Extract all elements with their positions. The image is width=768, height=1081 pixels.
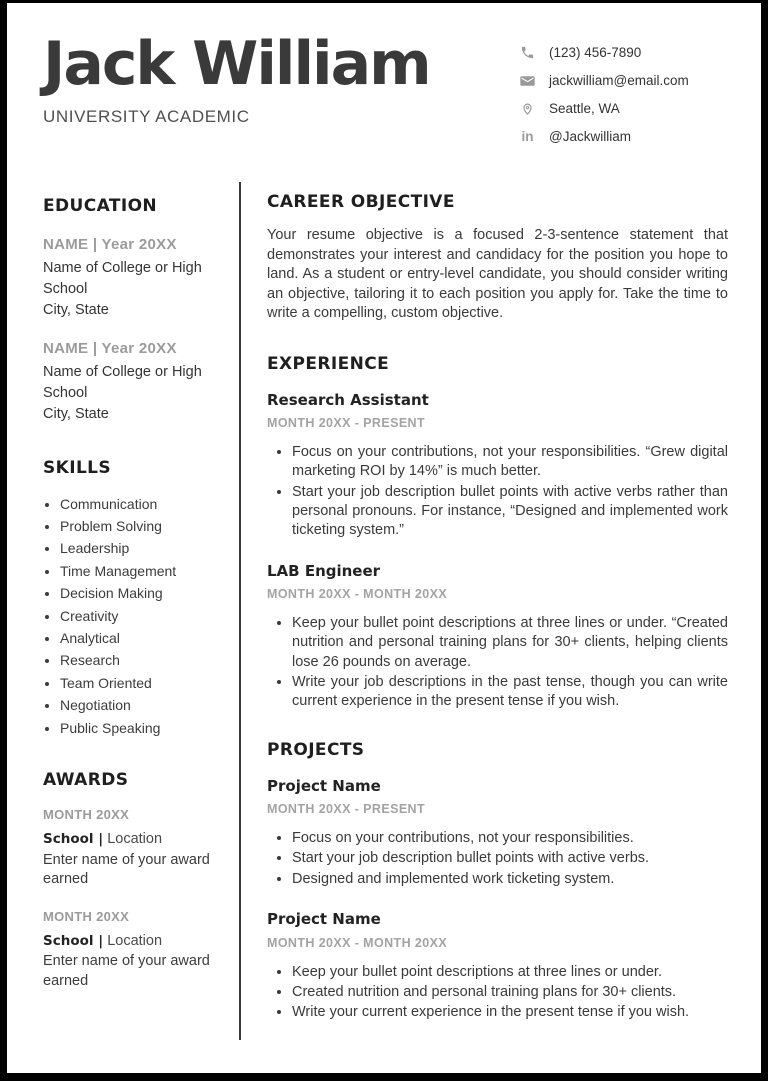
experience-entry xyxy=(267,391,728,541)
linkedin-handle: @Jackwilliam xyxy=(549,129,631,144)
career-objective-section xyxy=(267,192,728,323)
contact-phone-row xyxy=(519,44,689,61)
education-location: City, State xyxy=(43,302,109,319)
award-description: Enter name of your award earned xyxy=(43,953,210,989)
projects-heading: PROJECTS xyxy=(267,740,365,761)
linkedin-icon: in xyxy=(521,128,534,144)
project-entry xyxy=(267,910,728,1022)
skill-item: • Problem Solving xyxy=(60,515,213,537)
experience-heading: EXPERIENCE xyxy=(267,354,390,375)
education-meta: NAME | Year 20XX xyxy=(43,340,177,358)
phone-number: (123) 456-7890 xyxy=(549,45,642,60)
education-entry xyxy=(43,234,213,321)
skill-item: • Communication xyxy=(60,493,213,515)
skill-item: • Decision Making xyxy=(60,582,213,604)
career-objective-text: Your resume objective is a focused 2-3-sentence statement that demonstrates your interest and candidacy for the position you hope to land. As a student or entry-level candidate, you should consider writing an objective, tailoring it to each position you apply for. Take the time to write a compelling, custom objective. xyxy=(267,227,728,321)
education-entry xyxy=(43,338,213,425)
job-bullet-list xyxy=(267,443,728,540)
main-column xyxy=(241,182,761,1040)
person-title: UNIVERSITY ACADEMIC xyxy=(43,107,250,126)
awards-section xyxy=(43,770,213,992)
award-school-line xyxy=(43,830,213,850)
education-location: City, State xyxy=(43,406,109,423)
skill-item: • Leadership xyxy=(60,537,213,559)
award-school: School | xyxy=(43,932,104,949)
skill-item: • Negotiation xyxy=(60,694,213,716)
project-title: Project Name xyxy=(267,910,381,929)
experience-entry xyxy=(267,562,728,712)
awards-heading: AWARDS xyxy=(43,769,129,790)
award-school: School | xyxy=(43,831,104,848)
bullet-item: • Created nutrition and personal training plans for 30+ clients. xyxy=(292,983,728,1002)
bullet-item: • Keep your bullet point descriptions at three lines or under. “Created nutrition and personal training plans for 30+ clients, helping clients lose 26 pounds on average. xyxy=(292,614,728,672)
career-objective-heading: CAREER OBJECTIVE xyxy=(267,192,455,212)
resume-body xyxy=(7,182,761,1040)
project-bullet-list xyxy=(267,963,728,1023)
skill-item: • Time Management xyxy=(60,560,213,582)
skills-heading: SKILLS xyxy=(43,458,112,479)
project-entry xyxy=(267,777,728,889)
skill-item: • Public Speaking xyxy=(60,717,213,739)
job-dates: MONTH 20XX - PRESENT xyxy=(267,416,426,431)
project-dates: MONTH 20XX - PRESENT xyxy=(267,802,426,817)
project-title: Project Name xyxy=(267,776,381,795)
education-school: Name of College or High School xyxy=(43,260,202,298)
project-dates: MONTH 20XX - MONTH 20XX xyxy=(267,935,448,950)
skill-item: • Research xyxy=(60,649,213,671)
contact-email-row xyxy=(519,72,689,89)
sidebar-column xyxy=(7,182,239,1040)
award-description: Enter name of your award earned xyxy=(43,851,210,888)
contact-location-row xyxy=(519,100,689,117)
bullet-item: • Designed and implemented work ticketing system. xyxy=(292,870,728,889)
contact-block xyxy=(519,44,689,145)
skill-item: • Creativity xyxy=(60,605,213,627)
skill-item: • Team Oriented xyxy=(60,672,213,694)
education-section xyxy=(43,196,213,425)
bullet-item: • Focus on your contributions, not your responsibilities. “Grew digital marketing ROI by 14%” is much better. xyxy=(292,443,728,482)
job-title: Research Assistant xyxy=(267,390,429,409)
person-name: Jack William xyxy=(43,29,430,99)
email-icon xyxy=(519,73,536,89)
bullet-item: • Write your current experience in the present tense if you wish. xyxy=(292,1003,728,1022)
job-title: LAB Engineer xyxy=(267,561,381,580)
job-bullet-list xyxy=(267,614,728,711)
award-entry xyxy=(43,807,213,890)
award-entry xyxy=(43,909,213,992)
award-date: MONTH 20XX xyxy=(43,908,130,924)
bullet-item: • Start your job description bullet points with active verbs. xyxy=(292,849,728,868)
award-location: Location xyxy=(107,831,163,848)
projects-section xyxy=(267,740,728,1022)
education-meta: NAME | Year 20XX xyxy=(43,236,177,254)
skills-section xyxy=(43,458,213,739)
bullet-item: • Start your job description bullet points with active verbs rather than personal pronouns. For instance, “Designed and implemented work ticketing system.” xyxy=(292,483,728,541)
location-text: Seattle, WA xyxy=(549,101,620,116)
email-address: jackwilliam@email.com xyxy=(549,73,689,88)
skill-item: • Analytical xyxy=(60,627,213,649)
phone-icon xyxy=(519,45,536,61)
location-pin-icon xyxy=(519,101,536,117)
education-heading: EDUCATION xyxy=(43,196,158,216)
award-location: Location xyxy=(107,932,163,949)
education-school: Name of College or High School xyxy=(43,364,202,402)
bullet-item: • Write your job descriptions in the past tense, though you can write current experience in the present tense if you wish. xyxy=(292,673,728,712)
bullet-item: • Keep your bullet point descriptions at three lines or under. xyxy=(292,963,728,982)
project-bullet-list xyxy=(267,829,728,889)
experience-section xyxy=(267,354,728,711)
award-school-line xyxy=(43,932,213,952)
award-date: MONTH 20XX xyxy=(43,807,130,823)
skills-list xyxy=(43,493,213,739)
header xyxy=(7,3,761,182)
job-dates: MONTH 20XX - MONTH 20XX xyxy=(267,587,448,602)
contact-linkedin-row xyxy=(519,128,689,145)
bullet-item: • Focus on your contributions, not your responsibilities. xyxy=(292,829,728,848)
